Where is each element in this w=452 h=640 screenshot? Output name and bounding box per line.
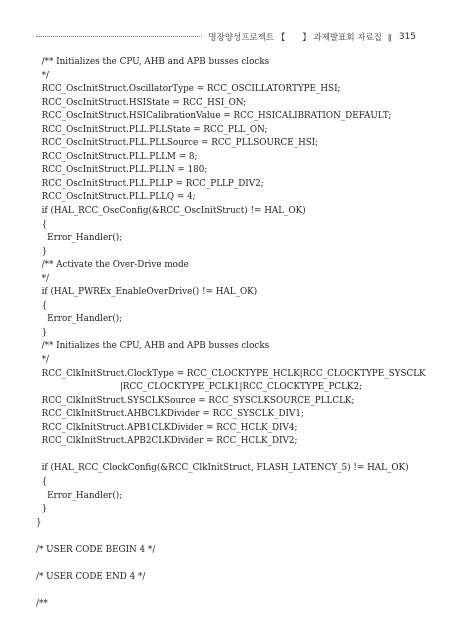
code-line: RCC_OscInitStruct.PLL.PLLN = 180; (36, 165, 208, 176)
code-line: */ (36, 273, 49, 284)
code-line: |RCC_CLOCKTYPE_PCLK1|RCC_CLOCKTYPE_PCLK2; (36, 382, 363, 393)
code-line: RCC_OscInitStruct.PLL.PLLP = RCC_PLLP_DIV2; (36, 178, 264, 189)
code-line: /* USER CODE END 4 */ (36, 571, 146, 582)
page-number: 315 (398, 32, 416, 42)
header-separator: ǁ (387, 32, 392, 42)
code-line: RCC_OscInitStruct.PLL.PLLQ = 4; (36, 192, 196, 203)
code-line: Error_Handler(); (36, 233, 123, 244)
code-line: } (36, 504, 48, 515)
code-line: Error_Handler(); (36, 314, 123, 325)
code-line: if (HAL_RCC_OscConfig(&RCC_OscInitStruct) != HAL_OK) (36, 206, 306, 217)
code-line: RCC_ClkInitStruct.AHBCLKDivider = RCC_SYSCLK_DIV1; (36, 409, 304, 420)
code-line: */ (36, 70, 49, 81)
code-line: } (36, 327, 48, 338)
code-line: { (36, 300, 48, 311)
code-line: } (36, 246, 48, 257)
code-line: RCC_OscInitStruct.HSICalibrationValue = RCC_HSICALIBRATION_DEFAULT; (36, 111, 392, 122)
code-line: RCC_ClkInitStruct.APB1CLKDivider = RCC_HCLK_DIV4; (36, 422, 298, 433)
code-line: RCC_ClkInitStruct.SYSCLKSource = RCC_SYSCLKSOURCE_PLLCLK; (36, 395, 355, 406)
running-header (36, 30, 416, 44)
code-line: } (36, 517, 42, 528)
code-line: { (36, 219, 48, 230)
code-line: RCC_ClkInitStruct.APB2CLKDivider = RCC_HCLK_DIV2; (36, 436, 298, 447)
code-line: RCC_OscInitStruct.HSIState = RCC_HSI_ON; (36, 97, 247, 108)
code-line: */ (36, 355, 49, 366)
code-line: { (36, 476, 48, 487)
code-line: /** Initializes the CPU, AHB and APB busses clocks (36, 341, 270, 352)
code-line: Error_Handler(); (36, 490, 123, 501)
code-line: RCC_OscInitStruct.PLL.PLLM = 8; (36, 151, 198, 162)
code-line: /** Initializes the CPU, AHB and APB busses clocks (36, 57, 270, 67)
code-line: RCC_OscInitStruct.OscillatorType = RCC_OSCILLATORTYPE_HSI; (36, 84, 341, 95)
header-dotted-leader (36, 36, 202, 37)
code-line (36, 449, 436, 463)
code-line (36, 557, 436, 571)
code-listing (36, 56, 436, 611)
header-title: 명장양성프로젝트 【 】 과제발표회 자료집 (208, 33, 382, 43)
code-line: /* USER CODE BEGIN 4 */ (36, 544, 156, 555)
code-line (36, 584, 436, 598)
code-line: RCC_OscInitStruct.PLL.PLLSource = RCC_PLLSOURCE_HSI; (36, 138, 319, 149)
code-line: RCC_OscInitStruct.PLL.PLLState = RCC_PLL_ON; (36, 124, 268, 135)
code-line: /** (36, 598, 48, 609)
code-line: /** Activate the Over-Drive mode (36, 260, 189, 271)
code-line: RCC_ClkInitStruct.ClockType = RCC_CLOCKTYPE_HCLK|RCC_CLOCKTYPE_SYSCLK (36, 368, 426, 379)
code-line (36, 530, 436, 544)
code-line: if (HAL_PWREx_EnableOverDrive() != HAL_OK) (36, 287, 258, 298)
code-line: if (HAL_RCC_ClockConfig(&RCC_ClkInitStruct, FLASH_LATENCY_5) != HAL_OK) (36, 463, 409, 474)
